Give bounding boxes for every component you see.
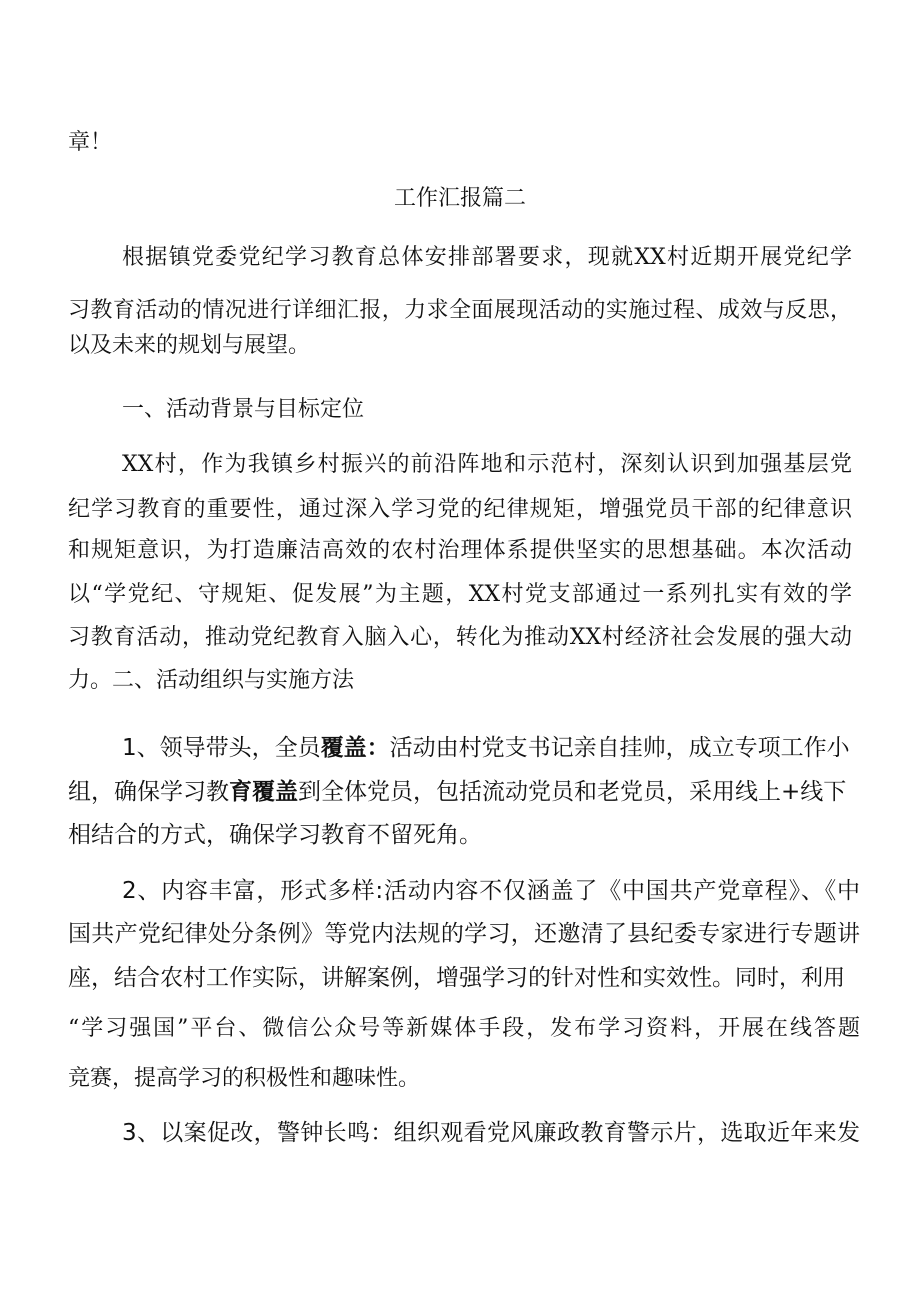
item1-bold: 育覆盖 — [229, 779, 298, 805]
intro-line: 习教育活动的情况进行详细汇报，力求全面展现活动的实施过程、成效与反思， — [68, 298, 852, 323]
item2-line: 国共产党纪律处分条例》等党内法规的学习，还邀清了县纪委专家进行专题讲 — [68, 921, 860, 947]
item1-suffix: 到全体党员，包括流动党员和老党员，采用线上+线下 — [298, 779, 847, 805]
background-line: 纪学习教育的重要性，通过深入学习党的纪律规矩，增强党员干部的纪律意识 — [68, 497, 852, 522]
intro-line: 以及未来的规划与展望。 — [68, 333, 311, 358]
background-line: 力。二、活动组织与实施方法 — [68, 668, 355, 693]
item1-prefix: 组，确保学习教 — [68, 779, 229, 805]
item2-line: “学习强国”平台、微信公众号等新媒体手段，发布学习资料，开展在线答题 — [68, 1016, 860, 1041]
item3-line: 3、以案促改，警钟长鸣：组织观看党风廉政教育警示片，选取近年来发 — [122, 1120, 860, 1146]
item1-prefix: 1、领导带头，全员 — [122, 735, 321, 761]
item1-suffix: 活动由村党支书记亲自挂帅，成立专项工作小 — [389, 735, 850, 761]
item1-line — [68, 775, 846, 809]
item1-bold: 覆盖： — [320, 735, 390, 761]
continuation-text: 章！ — [68, 130, 113, 155]
item2-line: 竞赛，提高学习的积极性和趣味性。 — [68, 1066, 421, 1091]
item2-line: 2、内容丰富，形式多样:活动内容不仅涵盖了《中国共产党章程》、《中 — [122, 878, 860, 904]
item2-line3-sans: 座，结合农村工作实际，讲解案例，增强学习的针对性和实效性。 — [68, 965, 735, 991]
background-line: 习教育活动，推动党纪教育入脑入心，转化为推动XX村经济社会发展的强大动 — [68, 625, 852, 650]
background-line: 以“学党纪、守规矩、促发展”为主题，XX村党支部通过一系列扎实有效的学 — [68, 582, 852, 607]
item1-line — [122, 731, 850, 765]
item1-line: 相结合的方式，确保学习教育不留死角。 — [68, 822, 482, 848]
item2-line — [68, 961, 845, 996]
intro-line: 根据镇党委党纪学习教育总体安排部署要求，现就XX村近期开展党纪学 — [122, 245, 852, 270]
background-line: XX村，作为我镇乡村振兴的前沿阵地和示范村，深刻认识到加强基层党 — [122, 452, 852, 477]
background-line: 和规矩意识，为打造廉洁高效的农村治理体系提供坚实的思想基础。本次活动 — [68, 538, 852, 563]
section-title: 工作汇报篇二 — [393, 186, 526, 211]
heading-background: 一、活动背景与目标定位 — [122, 397, 365, 422]
item2-line3-serif: 同时，利用 — [735, 966, 846, 991]
